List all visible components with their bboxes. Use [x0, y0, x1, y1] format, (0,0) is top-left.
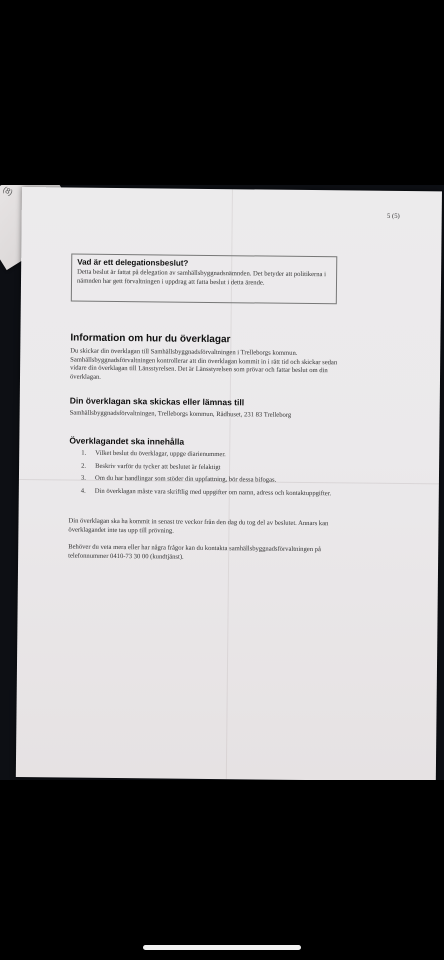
- contents-list: [81, 450, 352, 503]
- send-to-heading: Din överklagan ska skickas eller lämnas till: [69, 395, 245, 408]
- home-indicator[interactable]: [143, 945, 301, 950]
- contents-heading: Överklagandet ska innehålla: [69, 435, 185, 447]
- delegation-title: Vad är ett delegationsbeslut?: [77, 257, 189, 268]
- appeal-info-body: Du skickar din överklagan till Samhällsbyggnadsförvaltningen i Trelleborgs kommun. Samhällsbyggnadsförvaltningen kontrollerar att din överklagan kommit in i rätt tid och skickar sedan vidare din överklagan till Länsstyrelsen. Det är Länsstyrelsen som prövar och fattar beslut om din överklagan.: [69, 347, 338, 381]
- list-item: 2. Beskriv varför du tycker att beslutet är felaktigt: [81, 462, 221, 471]
- list-item: 1. Vilket beslut du överklagar, uppge diarienummer.: [81, 449, 226, 459]
- deadline-text: Din överklagan ska ha kommit in senast tre veckor från den dag du tog del av beslutet. Annars kan överklagandet inte tas upp till prövning.: [68, 517, 329, 535]
- document-photo: [0, 185, 444, 780]
- send-to-address: Samhällsbyggnadsförvaltningen, Trelleborgs kommun, Rådhuset, 231 83 Trelleborg: [69, 409, 292, 419]
- corner-mark: (8): [1, 185, 15, 198]
- page-number: 5 (5): [387, 212, 400, 220]
- help-text: Behöver du veta mera eller har några frågor kan du kontakta samhällsbyggnadsförvaltningen på telefonnummer 0410-73 30 00 (kundtjänst).: [68, 543, 321, 561]
- list-item: 4. Din överklagan måste vara skriftlig med uppgifter om namn, adress och kontaktuppgifter.: [80, 487, 332, 498]
- delegation-body: Detta beslut är fattat på delegation av samhällsbyggnadsnämnden. Det betyder att politikerna i nämnden har gett förvaltningen i uppdrag att fatta beslut i detta ärende.: [76, 268, 326, 287]
- letter-page: [16, 187, 442, 780]
- list-item: 3. Om du har handlingar som stöder din uppfattning, bör dessa bifogas.: [80, 474, 277, 484]
- appeal-info-heading: Information om hur du överklagar: [70, 332, 231, 346]
- delegation-info-box: [71, 254, 337, 305]
